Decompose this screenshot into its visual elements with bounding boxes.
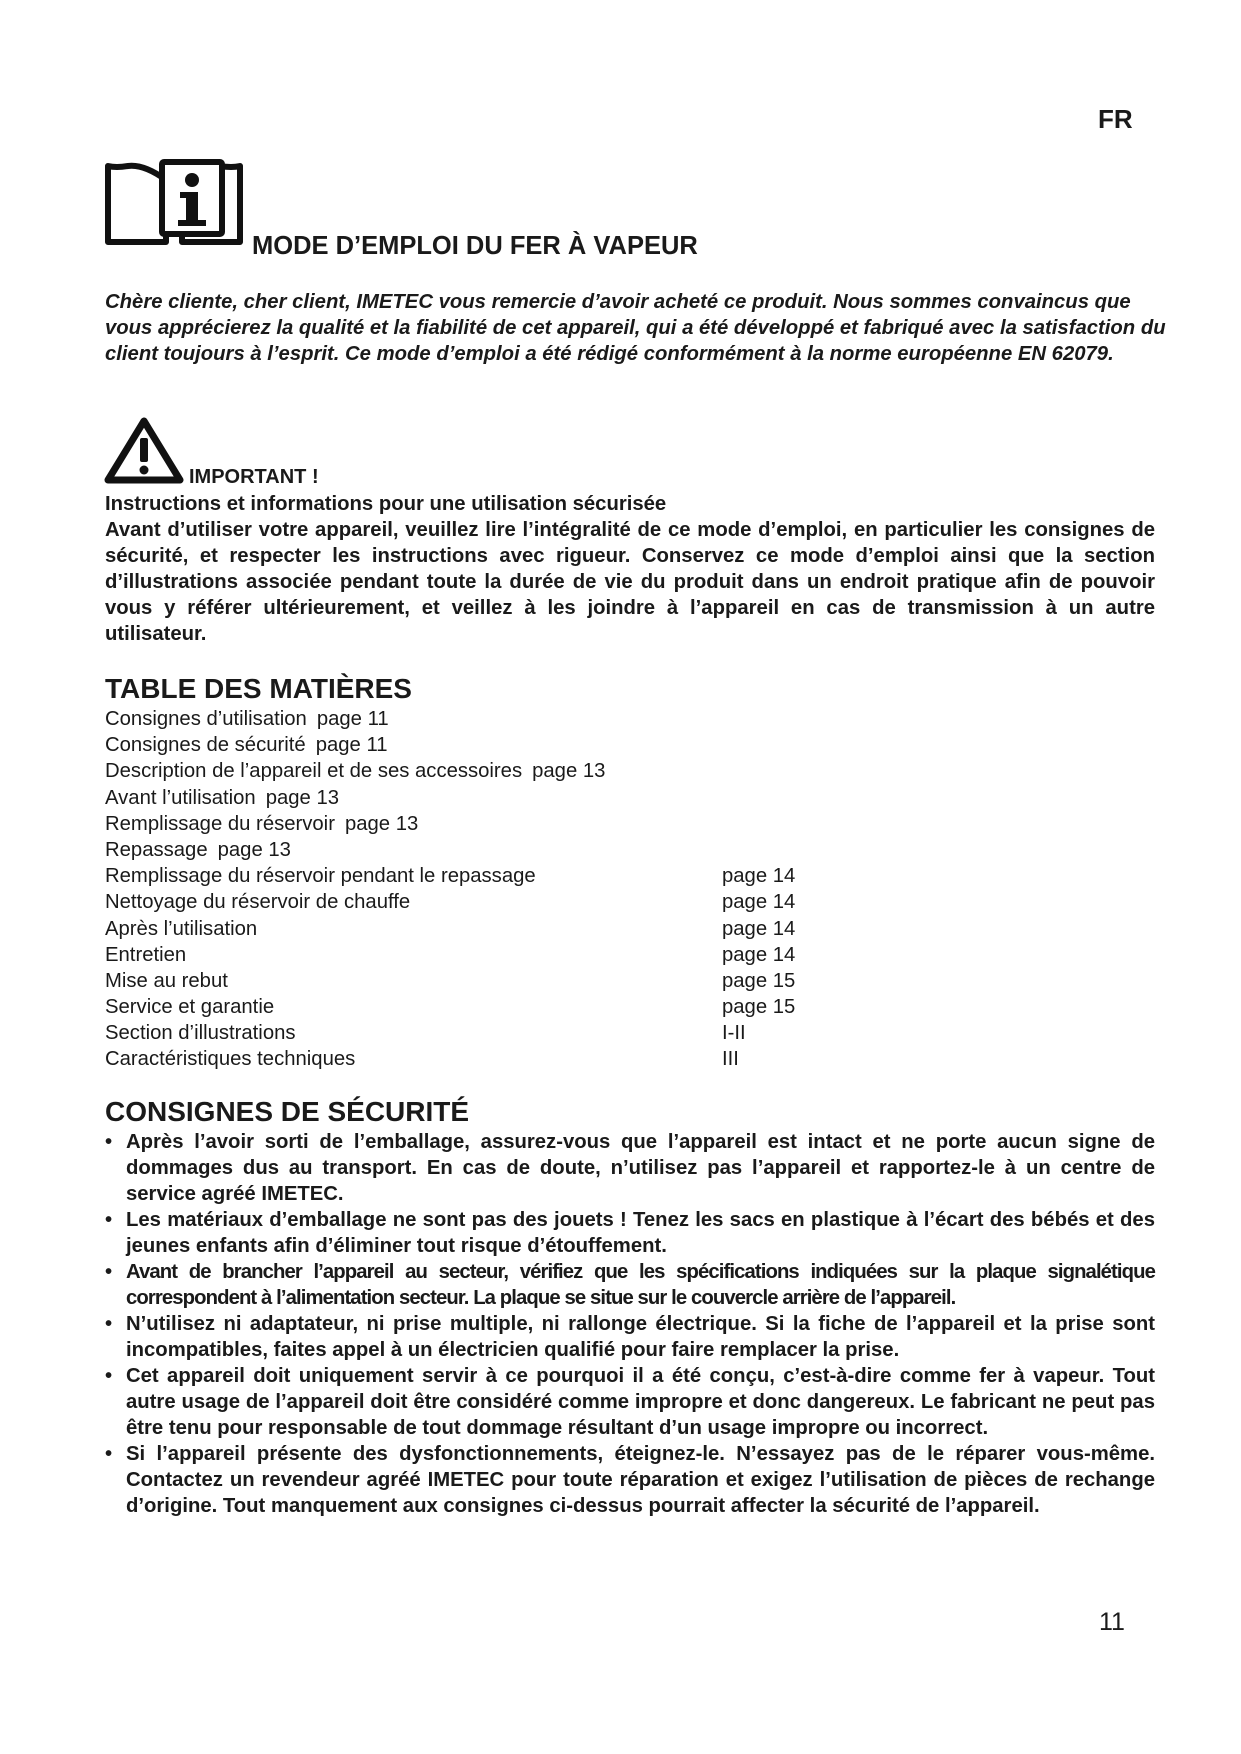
toc-item: [105, 732, 865, 758]
safety-item-text: Après l’avoir sorti de l’emballage, assurez-vous que l’appareil est intact et ne porte aucun signe de dommages dus au transport. En cas de doute, n’utilisez pas l’appareil et rapportez-le à un centre de service agréé IMETEC.: [126, 1131, 1155, 1205]
toc-item-page: III: [722, 1048, 739, 1071]
toc-item-label: Nettoyage du réservoir de chauffe: [105, 891, 411, 914]
toc-item: [105, 916, 865, 942]
toc-item: [105, 1046, 865, 1072]
table-of-contents: [105, 706, 865, 1073]
toc-item: [105, 837, 865, 863]
safety-item: [105, 1363, 1155, 1441]
toc-item: [105, 706, 865, 732]
toc-item-page: page 15: [722, 996, 796, 1019]
intro-paragraph: Chère cliente, cher client, IMETEC vous remercie d’avoir acheté ce produit. Nous sommes convaincus que vous apprécierez la qualité et la fiabilité de cet appareil, qui a été développé et fabriqué avec la satisfaction du client toujours à l’esprit. Ce mode d’emploi a été rédigé conformément à la norme européenne EN 62079.: [105, 291, 1166, 365]
toc-item: [105, 758, 865, 784]
toc-item-page: page 13: [265, 786, 340, 809]
toc-item-label: Service et garantie: [105, 996, 275, 1019]
safety-item: [105, 1207, 1155, 1259]
toc-item-page: page 13: [344, 812, 419, 835]
safety-item-text: Avant de brancher l’appareil au secteur, vérifiez que les spécifications indiquées sur la plaque signalétique correspondent à l’alimentation secteur. La plaque se situe sur le couvercle arrière de l’appareil.: [126, 1261, 1155, 1309]
toc-item-label: Mise au rebut: [105, 969, 228, 992]
important-body: Avant d’utiliser votre appareil, veuillez lire l’intégralité de ce mode d’emploi, en particulier les consignes de sécurité, et respecter les instructions avec rigueur. Conservez ce mode d’emploi ainsi que la section d’illustrations associée pendant toute la durée de vie du produit dans un endroit pratique afin de pouvoir vous y référer ultérieurement, et veillez à les joindre à l’appareil en cas de transmission à un autre utilisateur.: [105, 519, 1155, 645]
toc-item-label: Après l’utilisation: [105, 917, 258, 940]
bullet: •: [105, 1313, 113, 1335]
safety-item: [105, 1441, 1155, 1519]
bullet: •: [105, 1261, 112, 1283]
language-code: FR: [1098, 104, 1133, 134]
warning-triangle-icon: [104, 416, 184, 484]
toc-item: [105, 994, 865, 1020]
safety-item: [105, 1311, 1155, 1363]
toc-title: TABLE DES MATIÈRES: [105, 673, 412, 704]
toc-item-page: page 14: [722, 917, 796, 940]
toc-item-label: Avant l’utilisation: [105, 786, 256, 809]
toc-item-page: page 11: [316, 708, 389, 730]
toc-item-label: Consignes d’utilisation: [105, 708, 307, 730]
toc-item-page: page 13: [217, 838, 291, 861]
safety-title: CONSIGNES DE SÉCURITÉ: [105, 1096, 470, 1127]
toc-item-label: Section d’illustrations: [105, 1022, 296, 1045]
bullet: •: [105, 1209, 113, 1231]
toc-item: [105, 863, 865, 889]
toc-item-page: page 15: [722, 969, 796, 992]
toc-item-page: I-II: [722, 1022, 746, 1045]
safety-item-text: Les matériaux d’emballage ne sont pas des jouets ! Tenez les sacs en plastique à l’écart des bébés et des jeunes enfants afin d’éliminer tout risque d’étouffement.: [126, 1209, 1155, 1257]
toc-item-page: page 14: [722, 865, 796, 888]
toc-item-label: Repassage: [105, 838, 208, 861]
toc-item: [105, 1020, 865, 1046]
important-block: [105, 491, 1155, 647]
toc-item: [105, 889, 865, 915]
page-number: 11: [1099, 1608, 1125, 1636]
toc-item-label: Consignes de sécurité: [105, 734, 306, 757]
toc-item-page: page 13: [532, 760, 606, 783]
toc-item-label: Caractéristiques techniques: [105, 1048, 356, 1071]
toc-item-page: page 14: [722, 943, 796, 966]
manual-title: MODE D’EMPLOI DU FER À VAPEUR: [252, 232, 698, 260]
important-subtitle: Instructions et informations pour une utilisation sécurisée: [105, 493, 667, 515]
book-info-icon: [104, 156, 244, 252]
toc-item-label: Entretien: [105, 943, 187, 966]
safety-item-text: Si l’appareil présente des dysfonctionnements, éteignez-le. N’essayez pas de le réparer vous-même. Contactez un revendeur agréé IMETEC pour toute réparation et exigez l’utilisation de pièces de rechange d’origine. Tout manquement aux consignes ci-dessus pourrait affecter la sécurité de l’appareil.: [126, 1443, 1155, 1517]
safety-item: [105, 1129, 1155, 1207]
toc-item-label: Description de l’appareil et de ses accessoires: [105, 760, 523, 783]
toc-item: [105, 811, 865, 837]
toc-item: [105, 785, 865, 811]
safety-list: [105, 1129, 1155, 1519]
toc-item-page: page 14: [722, 891, 796, 914]
safety-item: [105, 1259, 1155, 1311]
toc-item: [105, 942, 865, 968]
important-label: IMPORTANT !: [189, 466, 319, 488]
toc-item-page: page 11: [315, 734, 388, 757]
toc-item: [105, 968, 865, 994]
safety-item-text: N’utilisez ni adaptateur, ni prise multiple, ni rallonge électrique. Si la fiche de l’appareil et la prise sont incompatibles, faites appel à un électricien qualifié pour faire remplacer la prise.: [126, 1313, 1155, 1361]
toc-item-label: Remplissage du réservoir pendant le repassage: [105, 865, 536, 888]
toc-item-label: Remplissage du réservoir: [105, 812, 335, 835]
bullet: •: [105, 1131, 113, 1153]
bullet: •: [105, 1365, 113, 1387]
bullet: •: [105, 1443, 113, 1465]
safety-item-text: Cet appareil doit uniquement servir à ce pourquoi il a été conçu, c’est-à-dire comme fer à vapeur. Tout autre usage de l’appareil doit être considéré comme impropre et donc dangereux. Le fabricant ne peut pas être tenu pour responsable de tout dommage résultant d’un usage impropre ou incorrect.: [126, 1365, 1155, 1439]
